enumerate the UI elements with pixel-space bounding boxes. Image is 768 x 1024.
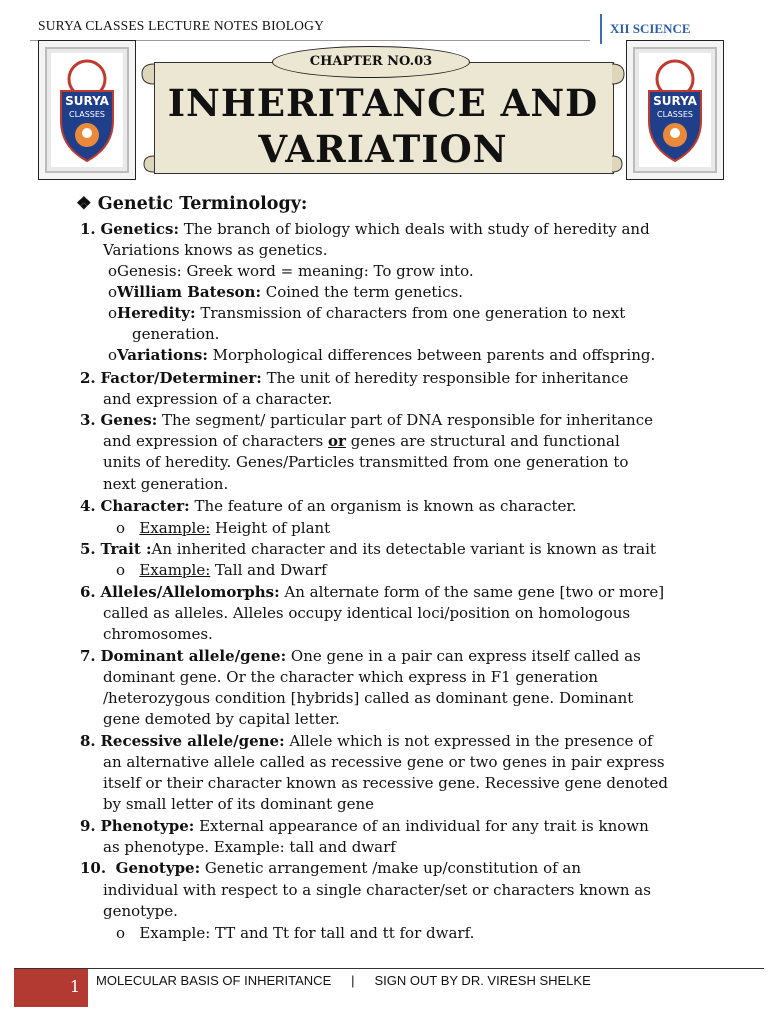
list-item-continuation: chromosomes. [103,625,213,643]
footer-separator: | [351,973,355,988]
sub-bullet-item: oGenesis: Greek word = meaning: To grow into. [108,262,474,280]
list-item-continuation: units of heredity. Genes/Particles transmitted from one generation to [103,453,629,471]
sub-bullet-item: oWilliam Bateson: Coined the term genetics. [108,283,464,301]
footer-author: SIGN OUT BY DR. VIRESH SHELKE [374,973,591,988]
title-line-2: VARIATION [258,127,508,171]
list-item: 6. Alleles/Allelomorphs: An alternate form of the same gene [two or more] [80,583,665,601]
footer-text [96,973,591,988]
circle-bullet-icon: o [108,262,118,280]
list-item: 5. Trait :An inherited character and its detectable variant is known as trait [80,540,656,558]
header-left-text: SURYA CLASSES LECTURE NOTES BIOLOGY [38,18,325,33]
list-item-continuation: and expression of a character. [103,390,333,408]
list-item-continuation: an alternative allele called as recessive gene or two genes in pair express [103,753,665,771]
example-item: o Example: Height of plant [116,519,331,537]
list-item-continuation: dominant gene. Or the character which express in F1 generation [103,668,599,686]
sub-bullet-item: oHeredity: Transmission of characters from one generation to next [108,304,626,322]
header-right-text: XII SCIENCE [600,14,691,44]
svg-text:CLASSES: CLASSES [69,110,105,119]
circle-bullet-icon: o [116,519,126,537]
sub-bullet-continuation: generation. [132,325,220,343]
list-item-continuation: gene demoted by capital letter. [103,710,340,728]
right-logo-frame [626,40,724,180]
list-item-continuation: individual with respect to a single character/set or characters known as [103,881,651,899]
section-heading [76,194,307,214]
list-item-continuation: called as alleles. Alleles occupy identical loci/position on homologous [103,604,631,622]
list-item-continuation: next generation. [103,475,229,493]
list-item-continuation: genotype. [103,902,178,920]
list-item-continuation: and expression of characters or genes are structural and functional [103,432,620,450]
svg-text:SURYA: SURYA [653,94,697,108]
list-item: 7. Dominant allele/gene: One gene in a pair can express itself called as [80,647,641,665]
footer-chapter-name: MOLECULAR BASIS OF INHERITANCE [96,973,332,988]
list-item-continuation: Variations knows as genetics. [103,241,328,259]
list-item: 9. Phenotype: External appearance of an individual for any trait is known [80,817,649,835]
svg-text:CLASSES: CLASSES [657,110,693,119]
svg-text:SURYA: SURYA [65,94,109,108]
list-item: 10. Genotype: Genetic arrangement /make up/constitution of an [80,859,582,877]
page-number: 1 [14,969,88,1007]
list-item-continuation: by small letter of its dominant gene [103,795,374,813]
section-heading-text: Genetic Terminology: [97,194,308,214]
list-item: 1. Genetics: The branch of biology which deals with study of heredity and [80,220,650,238]
circle-bullet-icon: o [108,304,118,322]
left-logo-frame [38,40,136,180]
list-item-continuation: as phenotype. Example: tall and dwarf [103,838,396,856]
list-item-continuation: /heterozygous condition [hybrids] called as dominant gene. Dominant [103,689,634,707]
sub-bullet-item: oVariations: Morphological differences between parents and offspring. [108,346,656,364]
list-item: 3. Genes: The segment/ particular part of DNA responsible for inheritance [80,411,653,429]
circle-bullet-icon: o [116,561,126,579]
example-item: o Example: Tall and Dwarf [116,561,327,579]
title-line-1: INHERITANCE AND [167,81,599,125]
circle-bullet-icon: o [116,924,126,942]
chapter-number-label: CHAPTER NO.03 [272,46,470,78]
diamond-bullet-icon: ❖ [76,194,92,214]
list-item: 8. Recessive allele/gene: Allele which is not expressed in the presence of [80,732,653,750]
list-item: 2. Factor/Determiner: The unit of heredity responsible for inheritance [80,369,629,387]
surya-classes-logo-right [639,57,711,167]
list-item-continuation: itself or their character known as recessive gene. Recessive gene denoted [103,774,669,792]
footer-rule [14,968,764,969]
example-item: o Example: TT and Tt for tall and tt for dwarf. [116,924,475,942]
list-item: 4. Character: The feature of an organism is known as character. [80,497,577,515]
circle-bullet-icon: o [108,283,118,301]
page-title [150,80,616,172]
surya-classes-logo-left [51,57,123,167]
circle-bullet-icon: o [108,346,118,364]
